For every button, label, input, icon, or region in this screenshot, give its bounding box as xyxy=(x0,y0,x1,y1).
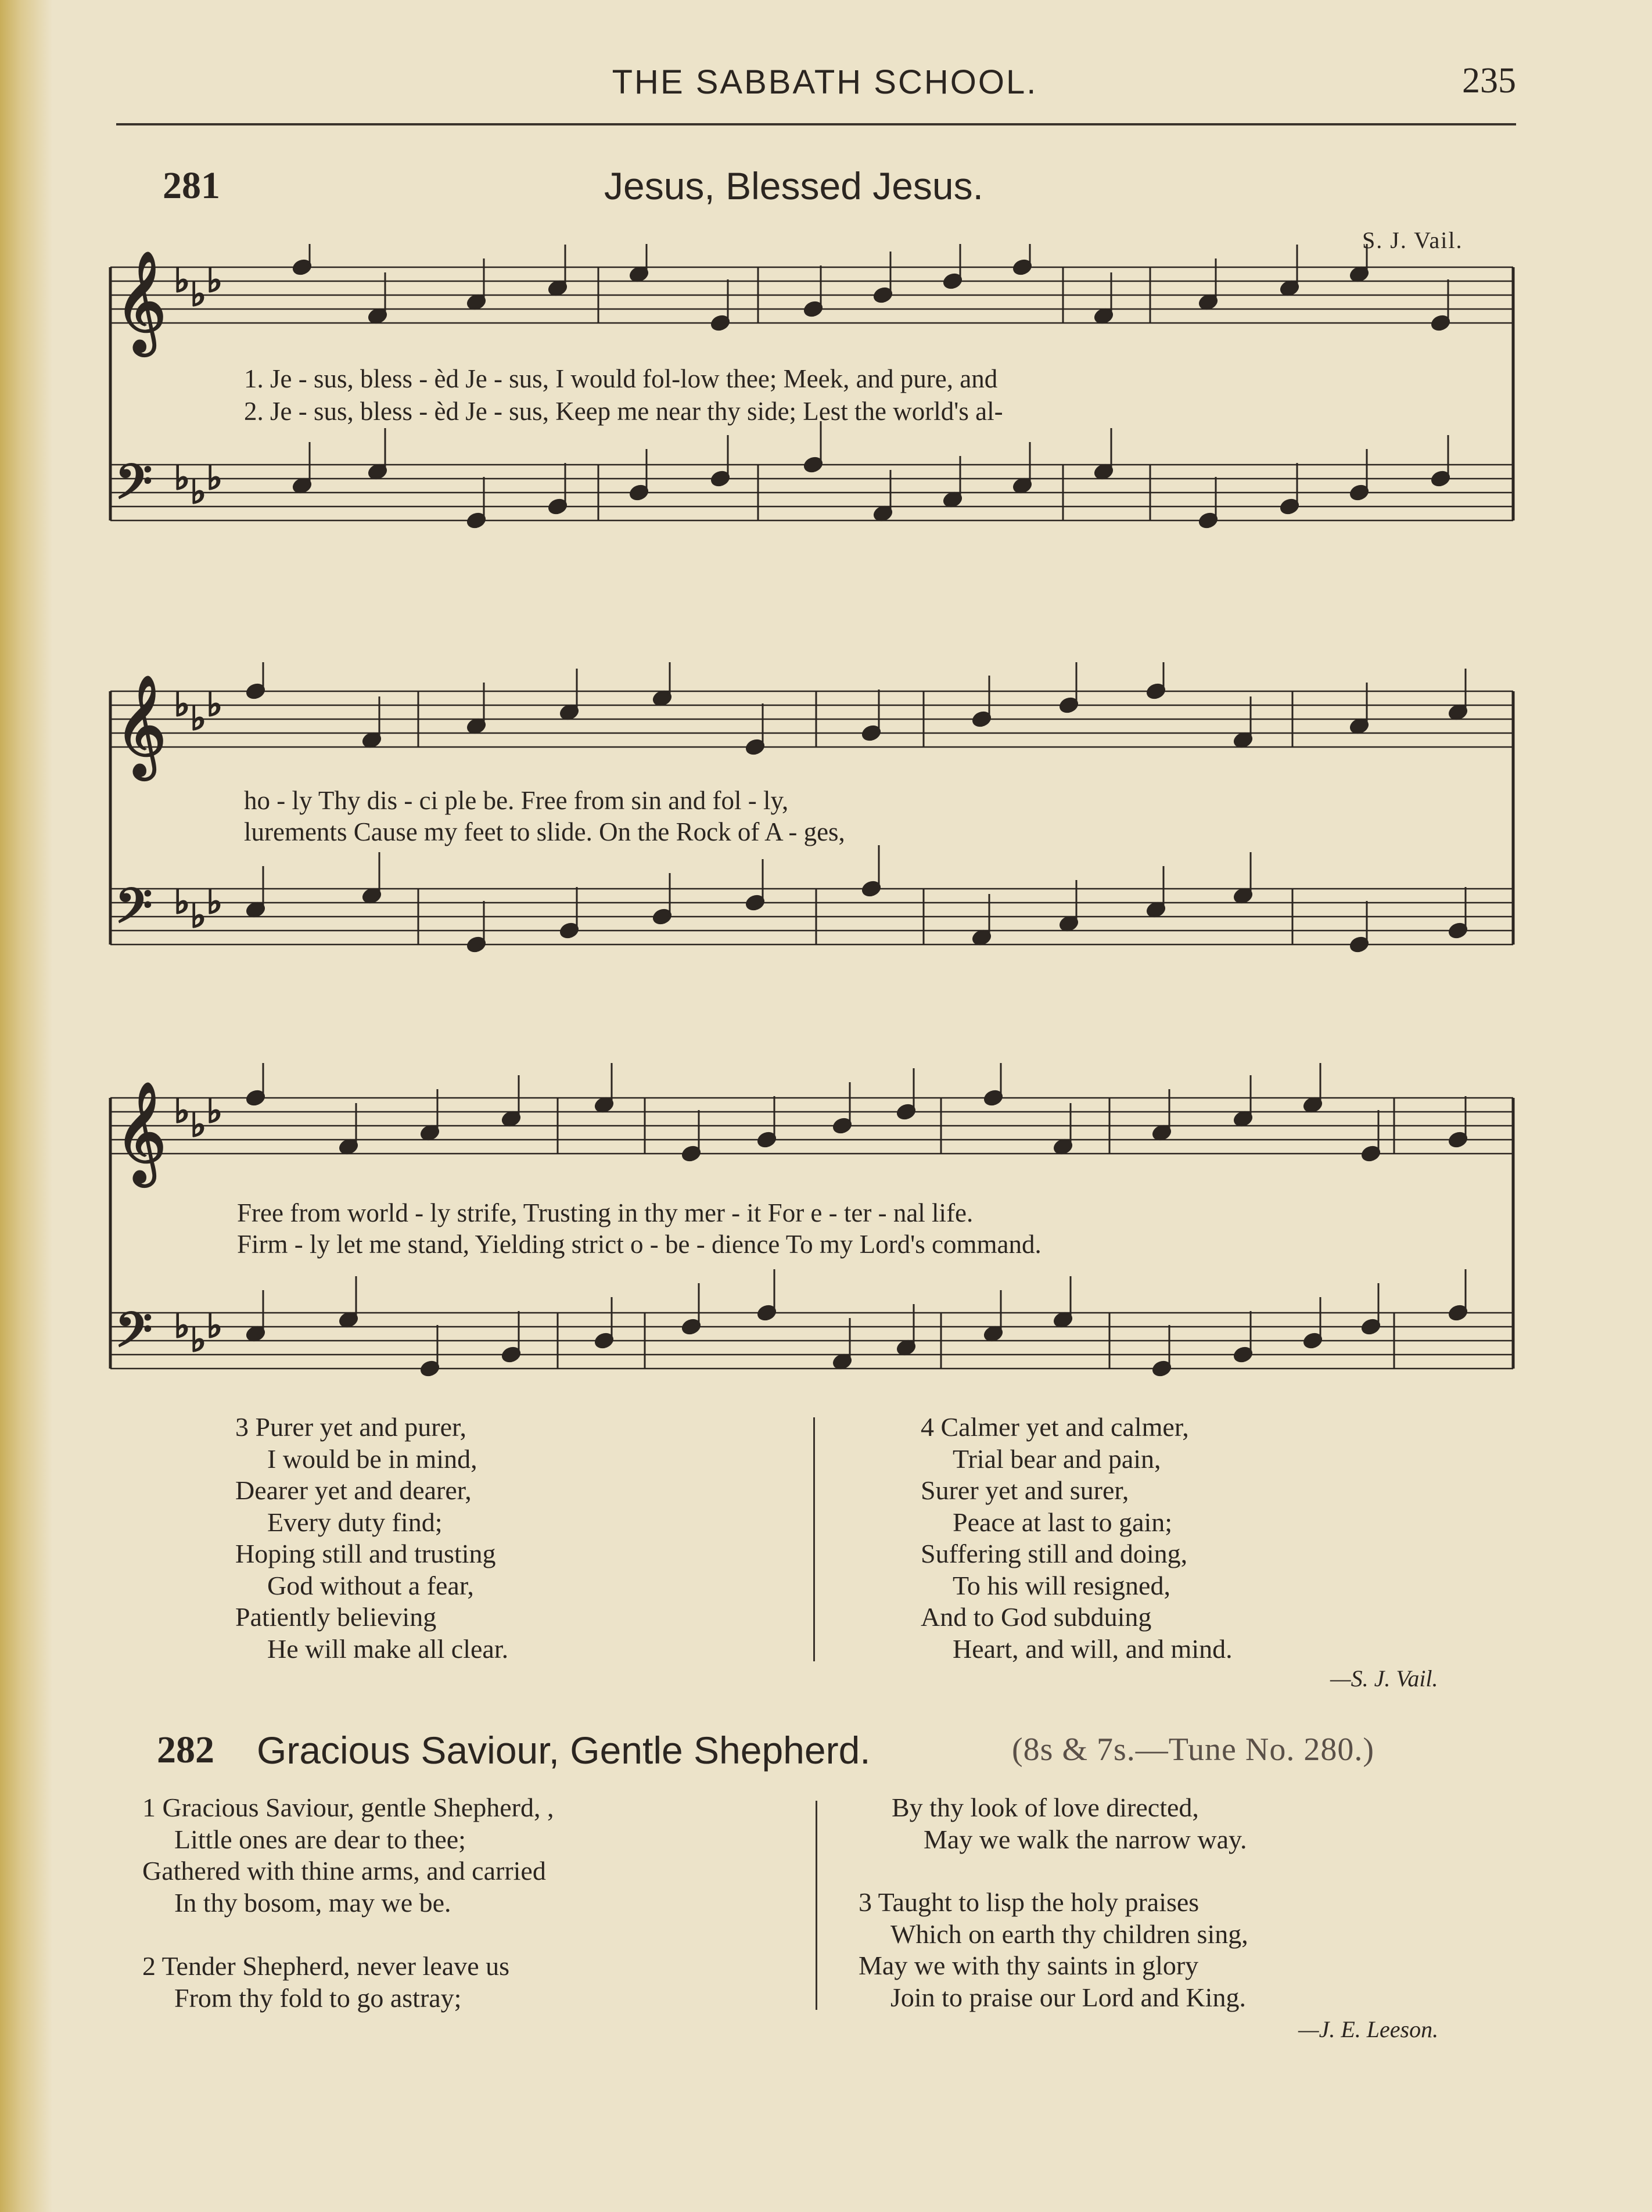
flat-icon: ♭ xyxy=(191,1322,206,1359)
stanza-4 xyxy=(921,1412,1233,1665)
flat-icon: ♭ xyxy=(191,1107,206,1144)
stanza-line: And to God subduing xyxy=(921,1602,1152,1632)
flat-icon: ♭ xyxy=(207,459,222,497)
stanza-line: Peace at last to gain; xyxy=(953,1507,1173,1537)
page-binding-edge xyxy=(0,0,52,2212)
flat-icon: ♭ xyxy=(174,1308,190,1345)
meter-tune-note: (8s & 7s.—Tune No. 280.) xyxy=(1012,1732,1374,1768)
flat-icon: ♭ xyxy=(207,686,222,724)
stanza-line: By thy look of love directed, xyxy=(892,1793,1199,1822)
composer-credit: S. J. Vail. xyxy=(1362,227,1463,253)
stanza-line: 2 Tender Shepherd, never leave us xyxy=(142,1951,510,1981)
stanza-line: Gathered with thine arms, and carried xyxy=(142,1856,546,1886)
stanza-line: To his will resigned, xyxy=(953,1570,1170,1600)
lyric-verse-1: Free from world - ly strife, Trusting in thy mer - it For e - ter - nal life. xyxy=(237,1198,974,1227)
author-credit: —J. E. Leeson. xyxy=(1298,2016,1439,2042)
stanza-line: Which on earth thy children sing, xyxy=(890,1919,1248,1949)
author-credit: —S. J. Vail. xyxy=(1330,1665,1438,1692)
stanza-line: Dearer yet and dearer, xyxy=(235,1475,472,1505)
flat-icon: ♭ xyxy=(174,884,190,921)
music-system-1 xyxy=(105,244,1516,592)
stanza-line: Every duty find; xyxy=(267,1507,443,1537)
lyric-verse-2: lurements Cause my feet to slide. On the Rock of A - ges, xyxy=(244,817,845,846)
stanza-line: Little ones are dear to thee; xyxy=(174,1824,466,1854)
stanza-line: Heart, and will, and mind. xyxy=(953,1633,1233,1664)
header-rule xyxy=(116,123,1516,125)
lyric-verse-2: Firm - ly let me stand, Yielding strict o - be - dience To my Lord's command. xyxy=(237,1230,1042,1259)
flat-icon: ♭ xyxy=(191,473,206,511)
stanza-line: Suffering still and doing, xyxy=(921,1539,1188,1568)
flat-icon: ♭ xyxy=(207,1093,222,1130)
flat-icon: ♭ xyxy=(207,1308,222,1345)
treble-clef-icon: 𝄞 xyxy=(115,1082,167,1183)
page-header xyxy=(116,58,1534,105)
column-divider xyxy=(813,1417,815,1661)
hymn-number: 281 xyxy=(163,164,220,207)
lyric-verse-1: 1. Je - sus, bless - èd Je - sus, I would fol-low thee; Meek, and pure, and xyxy=(244,364,998,393)
bass-clef-icon: 𝄢 xyxy=(115,454,153,522)
stanza-1 xyxy=(142,1792,554,1919)
stanza-line: God without a fear, xyxy=(267,1570,474,1600)
stanza-line: May we walk the narrow way. xyxy=(924,1824,1247,1854)
stanza-line: 1 Gracious Saviour, gentle Shepherd, , xyxy=(142,1793,554,1822)
stanza-line: Surer yet and surer, xyxy=(921,1475,1129,1505)
stanza-line: 4 Calmer yet and calmer, xyxy=(921,1412,1189,1442)
hymn-title: Jesus, Blessed Jesus. xyxy=(604,164,983,207)
stanza-line: I would be in mind, xyxy=(267,1443,477,1474)
flat-icon: ♭ xyxy=(174,686,190,724)
page-number: 235 xyxy=(1462,61,1516,100)
treble-clef-icon: 𝄞 xyxy=(115,675,167,776)
stanza-line: Join to praise our Lord and King. xyxy=(890,1982,1246,2012)
hymn-number: 282 xyxy=(157,1729,214,1771)
stanza-line: From thy fold to go astray; xyxy=(174,1983,462,2013)
stanza-line: 3 Taught to lisp the holy praises xyxy=(859,1887,1200,1917)
flat-icon: ♭ xyxy=(191,897,206,935)
bass-clef-icon: 𝄢 xyxy=(115,1302,153,1370)
flat-icon: ♭ xyxy=(207,884,222,921)
stanza-line: He will make all clear. xyxy=(267,1633,509,1664)
stanza-line: In thy bosom, may we be. xyxy=(174,1887,451,1917)
stanza-2 xyxy=(142,1951,509,2014)
flat-icon: ♭ xyxy=(207,262,222,300)
column-divider xyxy=(816,1801,817,2010)
bass-clef-icon: 𝄢 xyxy=(115,878,153,946)
stanza-3 xyxy=(859,1887,1248,2013)
stanza-line: Hoping still and trusting xyxy=(235,1539,496,1568)
stanza-line: 3 Purer yet and purer, xyxy=(235,1412,466,1442)
stanza-3 xyxy=(235,1412,508,1665)
treble-clef-icon: 𝄞 xyxy=(115,251,167,352)
flat-icon: ♭ xyxy=(191,276,206,314)
flat-icon: ♭ xyxy=(191,700,206,738)
flat-icon: ♭ xyxy=(174,262,190,300)
flat-icon: ♭ xyxy=(174,459,190,497)
stanza-line: Trial bear and pain, xyxy=(953,1443,1161,1474)
music-system-2 xyxy=(105,662,1516,976)
lyric-verse-1: ho - ly Thy dis - ci ple be. Free from sin and fol - ly, xyxy=(244,786,789,815)
stanza-line: May we with thy saints in glory xyxy=(859,1951,1199,1980)
music-system-3 xyxy=(105,1063,1516,1388)
running-title: THE SABBATH SCHOOL. xyxy=(612,63,1038,101)
stanza-line: Patiently believing xyxy=(235,1602,437,1632)
flat-icon: ♭ xyxy=(174,1093,190,1130)
hymn-title: Gracious Saviour, Gentle Shepherd. xyxy=(257,1729,871,1772)
stanza-2-continued xyxy=(892,1792,1247,1855)
lyric-verse-2: 2. Je - sus, bless - èd Je - sus, Keep me near thy side; Lest the world's al- xyxy=(244,397,1003,426)
